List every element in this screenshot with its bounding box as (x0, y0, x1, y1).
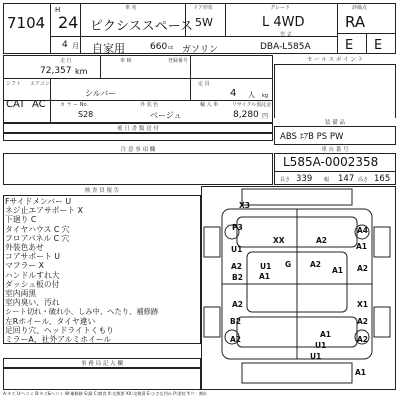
legend-footer: A:キズ U:ヘコミ B:キズ&ヘコミ W:補修跡 S:錆 C:腐食 X:交換要 XX:交換済 E:小さな凹み P:塗装 Y:穴・割れ (3, 391, 208, 396)
lot-divider (50, 3, 51, 54)
detail-col1 (100, 55, 101, 78)
inspection-line: コアサポート U (5, 252, 60, 262)
month-unit: 月 (72, 42, 79, 50)
recycle-unit: 円 (262, 113, 269, 120)
damage-mark: A2 (230, 335, 242, 344)
capacity-label: 定 員 (198, 81, 210, 87)
height-label: 高さ (358, 177, 369, 183)
damage-mark: P3 (232, 223, 243, 232)
era: H (55, 6, 61, 14)
inspection-line: フロアパネル C 穴 (5, 233, 70, 243)
grade: L 4WD (262, 15, 305, 30)
export-box (3, 368, 201, 390)
month: 4 (62, 40, 68, 50)
damage-mark: U1 (315, 341, 327, 350)
damage-mark: A1 (332, 266, 344, 275)
export-header: 事 務 局 記 入 欄 (3, 358, 201, 368)
width-label: 幅 (324, 177, 330, 183)
car-diagram-svg (202, 187, 395, 389)
car-diagram (201, 186, 396, 390)
damage-mark: A2 (310, 260, 322, 269)
damage-mark: B2 (232, 273, 243, 282)
mileage: 72,357 (40, 66, 72, 76)
inspection-line: ミラーA、社外アルミホイール (5, 335, 112, 345)
inner-color: ベージュ (150, 111, 182, 120)
damage-mark: A2 (357, 335, 369, 344)
damage-mark: G (285, 260, 292, 269)
damage-mark: X3 (239, 201, 251, 210)
car-name-label: 車 名 (125, 5, 137, 11)
damage-mark: U1 (231, 245, 243, 254)
model-code: DBA-L585A (260, 42, 311, 52)
usage: 自家用 (92, 42, 125, 55)
damage-mark: A1 (320, 330, 332, 339)
mileage-label: 走 行 (60, 58, 72, 64)
model-code-label: 型 式 (280, 32, 292, 38)
grade-label: グレード (270, 5, 291, 11)
notes-header: 注 意 事 項 欄 (3, 145, 273, 154)
registration-label: 登録番号 (168, 58, 189, 64)
overall-score: RA (345, 13, 366, 31)
door-style-label: ドア形状 (193, 5, 213, 11)
score-divider (337, 3, 338, 54)
mileage-unit: km (75, 67, 88, 76)
damage-mark: A4 (357, 226, 369, 235)
damage-mark: A2 (357, 317, 369, 326)
color-no: S28 (78, 110, 94, 119)
color-no-label: カ ラ ー No. (60, 102, 89, 108)
damage-mark: X1 (357, 300, 369, 309)
damage-mark: B2 (230, 317, 241, 326)
damage-mark: A1 (259, 272, 271, 281)
capacity: 4 (230, 88, 237, 99)
car-name: ピクシススペース (90, 19, 193, 34)
recycle-amount: 8,280 (233, 110, 259, 120)
damage-mark: A2 (316, 236, 328, 245)
damage-mark: A1 (356, 242, 368, 251)
remarks-header: 後 日 書 類 送 付 (3, 123, 273, 133)
damage-mark: U1 (310, 352, 322, 361)
detail-col3 (50, 78, 51, 123)
shift-label: シフト (6, 81, 22, 87)
inspection-line: 室内臭い、汚れ (5, 298, 60, 308)
inspection-line: Fサイドメンバー U (5, 197, 72, 206)
cc-unit: cc (168, 45, 174, 51)
chassis-dim-divider (274, 171, 396, 172)
chassis-number: L585A-0002358 (283, 155, 379, 169)
fuel: ガソリン (182, 45, 219, 55)
inspection-line: 下廻り C (5, 215, 37, 225)
damage-mark: A2 (232, 300, 244, 309)
inspection-line: マフラー X (5, 261, 45, 271)
damage-mark: XX (273, 236, 285, 245)
inspection-header: 検 査 員 報 告 (3, 186, 201, 196)
lot-number: 7104 (7, 14, 46, 32)
recycle-label: リサイクル預託金 (232, 102, 272, 108)
inspection-line: 室内両黒 (5, 289, 37, 299)
remarks-box (3, 133, 273, 141)
width-value: 147 (338, 174, 355, 184)
outer-color-label: 外 装 色 (140, 102, 159, 108)
inspection-line: ダッシュ板の付 (5, 279, 60, 289)
interior-score: E (345, 38, 354, 53)
kg-unit: kg (262, 93, 269, 99)
year-divider (80, 3, 81, 54)
score-split (366, 33, 367, 54)
outer-color: シルバー (85, 89, 117, 98)
chassis-header: 車 台 番 号 (274, 145, 396, 154)
import-label: 輸 入 車 (200, 102, 219, 108)
year-value: 24 (58, 13, 79, 32)
equipment-list: ABS ｴｱB PS PW (280, 132, 344, 142)
aircon: AC (32, 99, 46, 110)
height-value: 165 (374, 174, 391, 184)
inspection-notes (5, 197, 200, 344)
length-label: 長さ (280, 177, 291, 183)
aircon-label: エアコン (30, 81, 50, 87)
capacity-unit: 人 (248, 91, 255, 99)
inspection-line: 足回り穴、ヘッドライトくもり (5, 325, 114, 335)
length-value: 339 (296, 174, 313, 184)
door-divider (225, 3, 226, 36)
header-row-divider (50, 36, 337, 37)
displacement: 660 (150, 42, 168, 52)
inspection-line: ハンドルすれ大 (5, 270, 60, 280)
shaken-label: 車 検 (120, 58, 132, 64)
score-label: 評価点 (352, 5, 368, 11)
inspection-line: 左Rホイール、タイヤ違い (5, 316, 96, 326)
damage-mark: U1 (260, 262, 272, 271)
inspection-line: ネジ止エアサポート X (5, 206, 83, 216)
detail-col2 (190, 55, 191, 100)
inspection-line: シート切れ・破れ小、しみ中、へたり、補修跡 (5, 307, 159, 317)
damage-mark: A2 (231, 262, 243, 271)
damage-mark: A1 (355, 368, 367, 377)
door-style: 5W (195, 16, 213, 29)
inspection-line: 外装色あせ (5, 243, 44, 253)
inspection-line: タイヤハウス C 穴 (5, 224, 70, 234)
shift: CAT (6, 99, 26, 110)
detail-row1 (3, 78, 273, 79)
exterior-score: E (374, 38, 383, 53)
equipment-header: 装 備 品 (274, 118, 396, 127)
sales-point-header: セ ー ル ス ポ イ ン ト (274, 55, 396, 65)
damage-mark: A2 (357, 264, 369, 273)
